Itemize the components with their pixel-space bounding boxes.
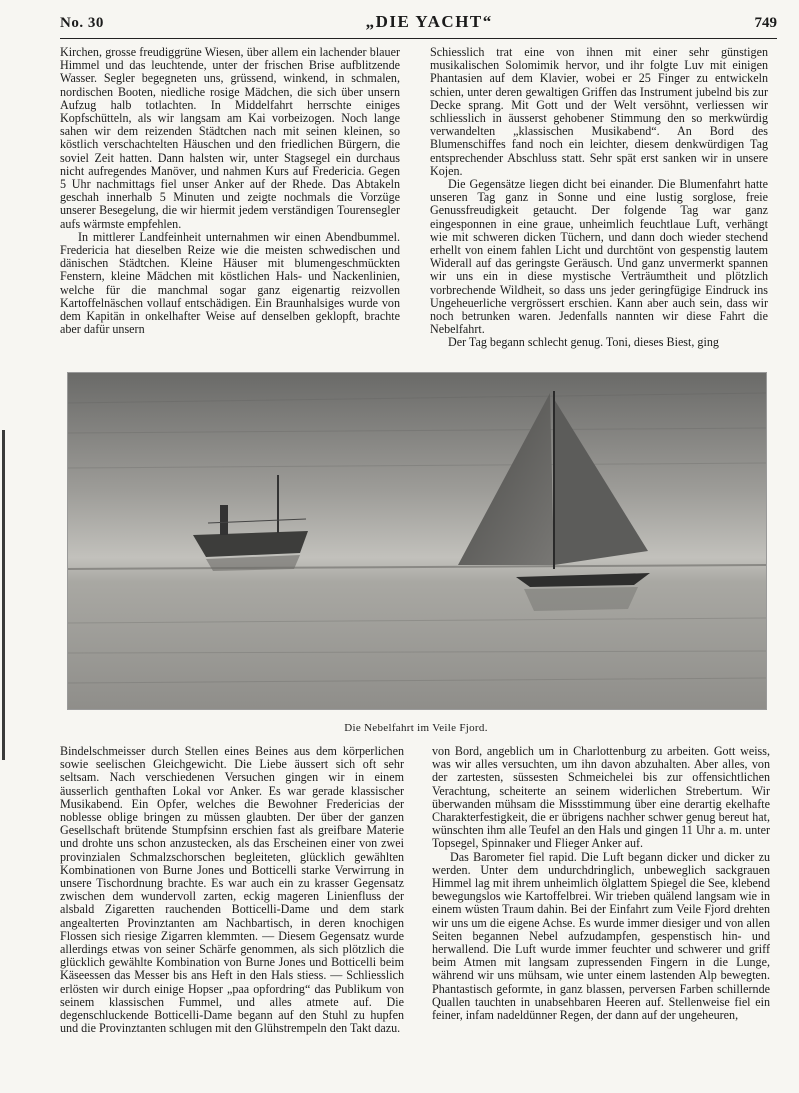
paragraph: In mittlerer Landfeinheit unternahmen wir einen Abendbummel. Fredericia hat dieselben Reize wie die meisten schwedischen und dänischen Städtchen. Kleine Häuser mit blumengeschmückten Fenstern, kleine Mädchen mit köstlichen Hals- und Nackenlinien, welche für die manchmal sogar ganz eigenartig reizvollen Kartoffelnäschen vollauf entschädigen. Ein Braunhalsiges wurde von dem Kapitän in onkelhafter Weise auf denselben geklopft, brachte aber dafür unsern [60,229,400,337]
issue-number: No. 30 [60,15,104,31]
paragraph: Bindelschmeisser durch Stellen eines Beines aus dem körperlichen sowie seelischen Gleichgewicht. Die Liebe äussert sich oft sehr seltsam. Nach verschiedenen Versuchen gingen wir in einem äusserlich genthaften Lokal vor Anker. Es war gerade klassischer Musikabend. Ein Opfer, welches die Bewohner Fredericias der noblesse oblige bringen zu müssen glaubten. Der über der ganzen Gesellschaft brütende Stumpfsinn erschien fast als greifbare Materie und drohte uns schon anzustecken, als das Erscheinen einer von zwei provinzialen Schmalzschorschen begleiteten, glücklich gewählten Kombinationen von Burne Jones und Botticelli starke Verwirrung in unsere Tischordnung brachte. Es war auch ein zu krasser Gegensatz zwischen dem wundervoll zarten, eckig mageren Linienfluss der alsbald Zigaretten rauchenden Botticelli-Dame und dem stark angealterten Provinztanten am Nachbartisch, in deren knochigen Flossen sich riesige Zigarren klemmten. — Diesem Gegensatz wurde allerdings etwas von seiner Schärfe genommen, als sich plötzlich die glücklich gewählte Kombination von Burne Jones und Botticelli beim Käseessen das Messer bis ans Heft in den Hals stiess. — Schliesslich erlösten wir durch einige Hopser „paa opfordring“ das Publikum von seinem klassischen Fummel, und alles atmete auf. Die degenschluckende Botticelli-Dame begann auf den Stuhl zu hupfen und die Provinztanten schlugen mit den Glühstrempeln den Takt dazu. [60,745,404,1036]
paragraph: Die Gegensätze liegen dicht bei einander. Die Blumenfahrt hatte unseren Tag ganz in Sonne und eine lustig sorglose, freie Genussfreudigkeit getaucht. Der folgende Tag war ganz eingesponnen in eine graue, unheimlich feuchtlaue Luft, verhängt wie mit schweren dicken Tüchern, und dann doch wieder stechend erhellt von einem fahlen Licht und durchtönt von gespenstig lautem Widerall auf das geringste Geräusch. Und ganz unvermerkt spannen wir uns ein in diese mystische Verträumtheit und plötzlich vorbrechende Wildheit, so dass uns jeder geringfügige Eindruck ins Ungeheuerliche vergrössert erschien. Kann aber auch sein, dass wir noch betrunken waren. Jedenfalls nannten wir diese Fahrt die Nebelfahrt. [430,177,768,337]
text-column-top-right [430,46,768,354]
fog-voyage-illustration [67,372,767,710]
text-column-bottom-right [432,745,770,1093]
binding-edge [2,430,5,760]
page-number: 749 [754,15,777,31]
fog-sky [68,373,766,709]
paragraph: Kirchen, grosse freudiggrüne Wiesen, über allem ein lachender blauer Himmel und das leuchtende, unter der frischen Brise aufblitzende Wasser. Segler begegneten uns, grüssend, winkend, in schmalen, nordischen Booten, niedliche rosige Mädchen, die sich über unsern Aufzug halb totlachten. In Middelfahrt herrschte einiges Kopfschütteln, als wir langsam am Kai vorbeizogen. Noch lange sahen wir dem reizenden Städtchen nach mit seinen kleinen, so köstlich verschachtelten Häuschen und den friedlichen Bürgern, die soviel Zeit hatten. Dann halsten wir, unter Stagsegel ein durchaus nicht aufregendes Manöver, und nahmen Kurs auf Fredericia. Gegen 5 Uhr nachmittags fiel unser Anker auf der Rhede. Das Abtakeln geschah innerhalb 5 Minuten und zeigte nochmals die Vorzüge unserer Besegelung, die wir hiermit jedem verständigen Tourensegler aufs wärmste empfehlen. [60,46,400,231]
magazine-title: „DIE YACHT“ [365,12,493,31]
illustration-drawing [68,373,766,709]
text-column-bottom-left [60,745,404,1093]
paragraph: Das Barometer fiel rapid. Die Luft begann dicker und dicker zu werden. Unter dem undurchdringlich, unbeweglich sackgrauen Himmel lag mit ihrem unheimlich ölglattem Spiegel die See, klebend bewegungslos wie Kartoffelbrei. Wir trieben quälend langsam wie in einem wüsten Traum dahin. Bei der Einfahrt zum Veile Fjord drehten wir uns um die eigene Achse. Es wurde immer diesiger und von allen Seiten begannen Nebel aufzudampfen, gespenstisch hin- und herwallend. Die Luft wurde immer feuchter und schwerer und griff beim Atmen mit langsam zupressenden Fingern in die Lunge, während wir uns mühsam, wie unter einem lastenden Alp bewegten. Phantastisch geformte, in ganz blassen, perversen Farben schillernde Quallen tauchten in unabsehbaren Heeren auf. Stellenweise fiel ein feiner, infam nadeldünner Regen, der dann auf der ungeheuren, [432,849,770,1023]
page-header [60,12,777,39]
text-column-top-left [60,46,400,354]
paragraph: von Bord, angeblich um in Charlottenburg zu arbeiten. Gott weiss, was wir alles versuchten, um ihn davon abzuhalten. Aber alles, von der zartesten, süssesten Schmeichelei bis zur offensichtlichen Verachtung, scheiterte an seinem widerlichen Strebertum. Wir überwanden mühsam die Missstimmung über eine derartig ekelhafte Charakterfestigkeit, die er übrigens nachher schwer genug bereut hat, wünschten ihm alle Teufel an den Hals und gingen 11 Uhr a. m. unter Topsegel, Spinnaker und Flieger Anker auf. [432,745,770,851]
figure-caption: Die Nebelfahrt im Veile Fjord. [344,722,488,734]
paragraph: Schiesslich trat eine von ihnen mit einer sehr günstigen musikalischen Solomimik hervor, und ihr folgte Luv mit einigen Phantasien auf dem Klavier, wobei er 25 Finger zu entwickeln schien, unter deren gewaltigen Griffen das Instrument jubelnd bis zur Decke sprang. Mit Gott und der Welt versöhnt, verliessen wir schliesslich in äusserst gehobener Stimmung den so merkwürdig verwandelten „klassischen Musikabend“. An Bord des Blumenschiffes fand noch ein leichter, diesem denkwürdigen Tag entsprechender Abschluss statt. Sehr spät erst sanken wir in unsere Kojen. [430,46,768,178]
paragraph: Der Tag begann schlecht genug. Toni, dieses Biest, ging [448,335,719,350]
